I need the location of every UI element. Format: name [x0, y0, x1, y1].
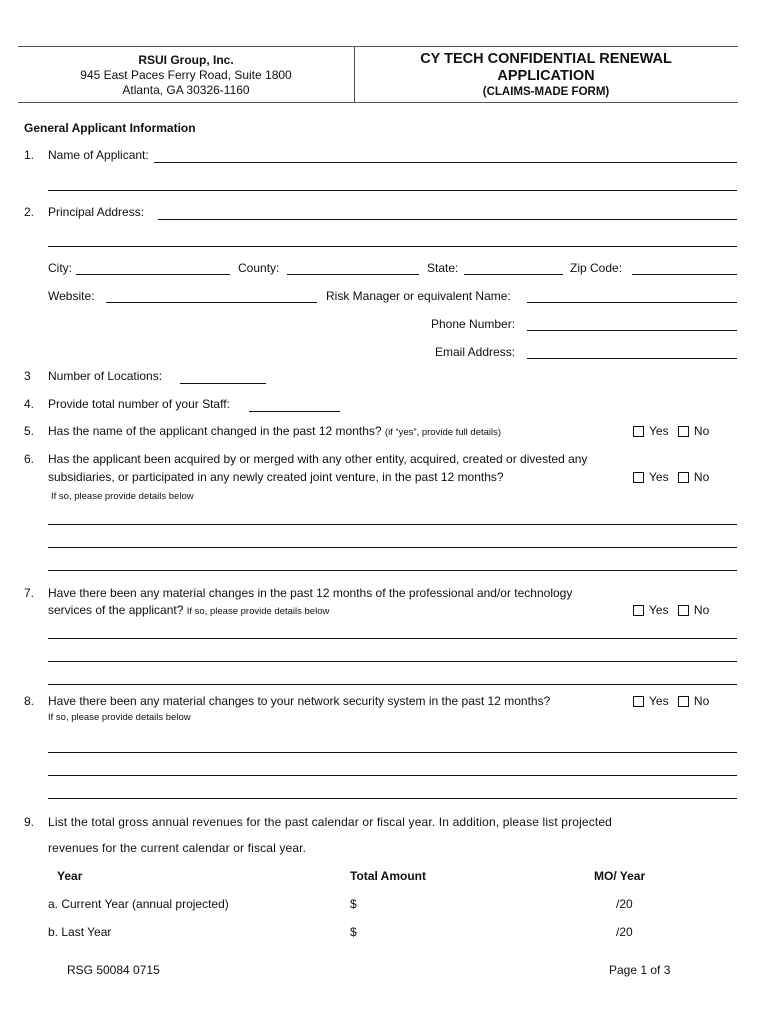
- q1-number: 1.: [24, 148, 35, 162]
- revenue-row-current-moyear[interactable]: /20: [616, 897, 633, 911]
- revenue-row-last-moyear[interactable]: /20: [616, 925, 633, 939]
- q9-text-line1: List the total gross annual revenues for the past calendar or fiscal year. In addition, please list projected: [48, 815, 613, 829]
- q6-no-checkbox[interactable]: [678, 472, 689, 483]
- q5-text: [48, 424, 501, 438]
- q6-yes-checkbox[interactable]: [633, 472, 644, 483]
- zip-field[interactable]: [632, 274, 737, 275]
- q6-note: If so, please provide details below: [51, 491, 194, 502]
- q5-note: (if “yes”, provide full details): [384, 427, 502, 438]
- website-field[interactable]: [106, 302, 317, 303]
- form-title-line1: CY TECH CONFIDENTIAL RENEWAL: [420, 51, 672, 67]
- website-label: Website:: [48, 289, 95, 303]
- phone-label: Phone Number:: [431, 317, 516, 331]
- q9-text-line2: revenues for the current calendar or fiscal year.: [48, 841, 307, 855]
- q6-answer: [633, 470, 709, 484]
- company-name: RSUI Group, Inc.: [138, 53, 234, 67]
- q6-details-line-2[interactable]: [48, 547, 737, 548]
- risk-manager-field[interactable]: [527, 302, 737, 303]
- q7-no-label: No: [693, 603, 710, 617]
- county-field[interactable]: [287, 274, 419, 275]
- page-number: Page 1 of 3: [609, 963, 671, 977]
- q7-no-checkbox[interactable]: [678, 605, 689, 616]
- email-field[interactable]: [527, 358, 737, 359]
- q5-answer: [633, 424, 709, 438]
- q4-label: Provide total number of your Staff:: [48, 397, 230, 411]
- form-title-line2: APPLICATION: [497, 68, 595, 84]
- q7-yes-checkbox[interactable]: [633, 605, 644, 616]
- city-field[interactable]: [76, 274, 230, 275]
- risk-manager-label: Risk Manager or equivalent Name:: [326, 289, 511, 303]
- city-label: City:: [48, 261, 72, 275]
- q5-no-label: No: [693, 424, 710, 438]
- q6-number: 6.: [24, 452, 35, 466]
- email-label: Email Address:: [435, 345, 516, 359]
- header-bottom-rule: [18, 102, 738, 103]
- q7-question-end: services of the applicant?: [48, 603, 184, 617]
- phone-field[interactable]: [527, 330, 737, 331]
- applicant-name-field[interactable]: [154, 162, 737, 163]
- q7-answer: [633, 603, 709, 617]
- q9-number: 9.: [24, 815, 35, 829]
- revenue-col-year: Year: [57, 869, 83, 883]
- q2-label: Principal Address:: [48, 205, 145, 219]
- q3-label: Number of Locations:: [48, 369, 163, 383]
- company-address-line1: 945 East Paces Ferry Road, Suite 1800: [80, 68, 292, 82]
- q5-yes-label: Yes: [649, 424, 669, 438]
- principal-address-field-2[interactable]: [48, 246, 737, 247]
- q6-yes-label: Yes: [649, 470, 669, 484]
- principal-address-field[interactable]: [158, 219, 737, 220]
- revenue-row-last-amount[interactable]: $: [350, 925, 357, 939]
- revenue-col-amount: Total Amount: [350, 869, 426, 883]
- header-top-rule: [18, 46, 738, 47]
- q6-text-line1: Has the applicant been acquired by or merged with any other entity, acquired, created or divested any: [48, 452, 588, 466]
- locations-field[interactable]: [180, 383, 266, 384]
- zip-label: Zip Code:: [570, 261, 623, 275]
- q8-yes-checkbox[interactable]: [633, 696, 644, 707]
- form-code: RSG 50084 0715: [67, 963, 160, 977]
- q5-number: 5.: [24, 424, 35, 438]
- q7-note: If so, please provide details below: [186, 606, 330, 617]
- q8-details-line-1[interactable]: [48, 752, 737, 753]
- q5-question: Has the name of the applicant changed in the past 12 months?: [48, 424, 382, 438]
- q8-number: 8.: [24, 694, 35, 708]
- q2-number: 2.: [24, 205, 35, 219]
- q7-text-line1: Have there been any material changes in the past 12 months of the professional and/or technology: [48, 586, 573, 600]
- q5-yes-checkbox[interactable]: [633, 426, 644, 437]
- section-title: General Applicant Information: [24, 121, 196, 135]
- state-label: State:: [427, 261, 459, 275]
- q7-details-line-2[interactable]: [48, 661, 737, 662]
- q7-yes-label: Yes: [649, 603, 669, 617]
- q7-details-line-3[interactable]: [48, 684, 737, 685]
- q8-no-label: No: [693, 694, 710, 708]
- q1-label: Name of Applicant:: [48, 148, 149, 162]
- county-label: County:: [238, 261, 280, 275]
- applicant-name-field-2[interactable]: [48, 190, 737, 191]
- revenue-row-last-label: b. Last Year: [48, 925, 112, 939]
- q3-number: 3: [24, 369, 31, 383]
- q8-yes-label: Yes: [649, 694, 669, 708]
- q6-no-label: No: [693, 470, 710, 484]
- q5-no-checkbox[interactable]: [678, 426, 689, 437]
- revenue-row-current-amount[interactable]: $: [350, 897, 357, 911]
- q8-details-line-2[interactable]: [48, 775, 737, 776]
- q7-text-line2: [48, 603, 329, 617]
- q8-note: If so, please provide details below: [48, 712, 191, 723]
- q8-no-checkbox[interactable]: [678, 696, 689, 707]
- q8-answer: [633, 694, 709, 708]
- staff-field[interactable]: [249, 411, 340, 412]
- q8-details-line-3[interactable]: [48, 798, 737, 799]
- state-field[interactable]: [464, 274, 563, 275]
- q6-text-line2: subsidiaries, or participated in any newly created joint venture, in the past 12 months?: [48, 470, 504, 484]
- revenue-col-moyear: MO/ Year: [594, 869, 646, 883]
- revenue-row-current-label: a. Current Year (annual projected): [48, 897, 229, 911]
- q4-number: 4.: [24, 397, 35, 411]
- q8-text: Have there been any material changes to your network security system in the past 12 months?: [48, 694, 551, 708]
- q7-number: 7.: [24, 586, 35, 600]
- q6-details-line-1[interactable]: [48, 524, 737, 525]
- q7-details-line-1[interactable]: [48, 638, 737, 639]
- form-subtitle: (CLAIMS-MADE FORM): [482, 86, 610, 98]
- company-address-line2: Atlanta, GA 30326-1160: [122, 83, 250, 97]
- q6-details-line-3[interactable]: [48, 570, 737, 571]
